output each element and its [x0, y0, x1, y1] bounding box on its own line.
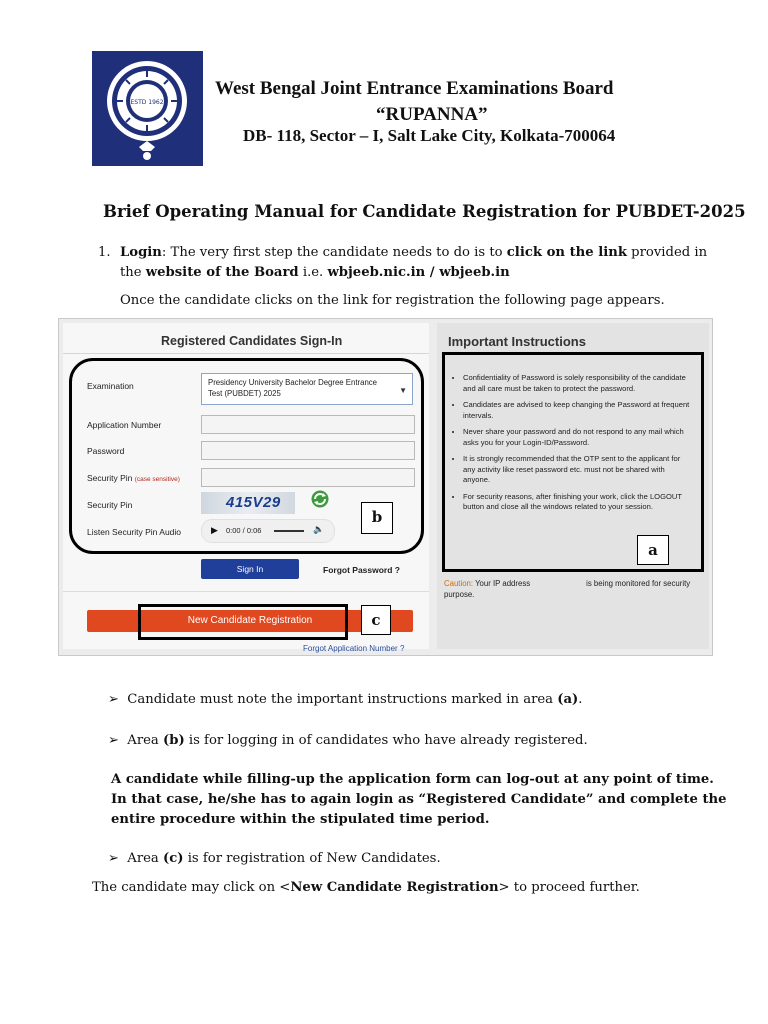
- bullet-2: [108, 733, 588, 748]
- logout-paragraph-line2: In that case, he/she has to again login as “Registered Candidate” and complete the: [111, 792, 727, 807]
- registration-page-screenshot: [58, 318, 713, 656]
- captcha-text: 415V29: [226, 494, 281, 511]
- arrow-bullet-icon: ➢: [108, 733, 119, 748]
- step1-line2: [120, 263, 510, 283]
- divider-2: [63, 591, 429, 592]
- building-name: “RUPANNA”: [376, 104, 488, 125]
- exam-value: Presidency University Bachelor Degree Entrance Test (PUBDET) 2025: [208, 378, 378, 398]
- bullet-2-text-c: is for logging in of candidates who have already registered.: [184, 733, 588, 748]
- bullet-3-text-b: (c): [162, 851, 184, 866]
- step1-text-b: click on the link: [506, 245, 627, 260]
- final-instruction: [92, 880, 640, 895]
- board-logo: [92, 51, 203, 166]
- step1-text-e: website of the Board: [145, 265, 299, 280]
- signin-title: Registered Candidates Sign-In: [161, 334, 343, 348]
- new-registration-button[interactable]: New Candidate Registration: [87, 610, 413, 632]
- chevron-down-icon: ▼: [399, 386, 407, 395]
- volume-icon[interactable]: 🔈: [313, 524, 325, 534]
- bullet-3: [108, 851, 441, 866]
- area-c-outline: [138, 604, 348, 640]
- security-pin-text: Security Pin: [87, 473, 133, 483]
- bullet-2-text-b: (b): [162, 733, 185, 748]
- divider: [63, 353, 429, 354]
- instructions-panel: [437, 323, 709, 649]
- instructions-title: Important Instructions: [448, 334, 586, 349]
- caution-text-a: Your IP address: [473, 579, 531, 588]
- arrow-bullet-icon: ➢: [108, 692, 119, 707]
- final-text-b: New Candidate Registration: [290, 880, 499, 895]
- arrow-bullet-icon: ➢: [108, 851, 119, 866]
- bullet-3-text-c: is for registration of New Candidates.: [183, 851, 441, 866]
- final-text-a: The candidate may click on <: [92, 880, 291, 895]
- login-label: Login: [120, 245, 162, 260]
- bullet-1-text-a: Candidate must note the important instructions marked in area: [127, 692, 558, 707]
- audio-time: 0:00 / 0:06: [226, 526, 262, 535]
- step-number: 1.: [98, 245, 111, 260]
- bullet-1-text-b: (a): [557, 692, 579, 707]
- area-a-label: a: [637, 535, 669, 565]
- website-links: wbjeeb.nic.in / wbjeeb.in: [327, 265, 510, 280]
- caution-line: [444, 579, 690, 588]
- caution-text-c: purpose.: [444, 590, 475, 599]
- step1-text-f: i.e.: [298, 265, 328, 280]
- step1-once-text: Once the candidate clicks on the link for registration the following page appears.: [120, 293, 665, 308]
- org-name: West Bengal Joint Entrance Examinations Board: [215, 78, 614, 99]
- area-b-label: b: [361, 502, 393, 534]
- instruction-item: • Candidates are advised to keep changing the Password at frequent intervals.: [463, 400, 693, 421]
- bullet-1-text-c: .: [578, 692, 583, 707]
- area-c-label: c: [361, 605, 391, 635]
- bullet-2-text-a: Area: [127, 733, 163, 748]
- bullet-1: [108, 692, 582, 707]
- instruction-item: • For security reasons, after finishing your work, click the LOGOUT button and close all the windows related to your session.: [463, 492, 693, 513]
- exam-label: Examination: [87, 381, 134, 391]
- signin-panel: [63, 323, 429, 653]
- step1-text-c: provided in: [626, 245, 708, 260]
- instructions-list: [453, 373, 693, 519]
- document-title: Brief Operating Manual for Candidate Registration for PUBDET-2025: [103, 202, 746, 221]
- step1-line1: [120, 243, 707, 263]
- caution-label: Caution:: [444, 579, 474, 588]
- instruction-item: • Never share your password and do not respond to any mail which asks you for your Login-ID/Password.: [463, 427, 693, 448]
- logout-paragraph-line1: A candidate while filling-up the application form can log-out at any point of time.: [111, 772, 714, 787]
- signin-button[interactable]: Sign In: [201, 559, 299, 579]
- logout-paragraph-line3: entire procedure within the stipulated time period.: [111, 812, 490, 827]
- forgot-password-link[interactable]: Forgot Password ?: [323, 565, 400, 575]
- step1-text-d: the: [120, 265, 146, 280]
- forgot-app-number-link[interactable]: Forgot Application Number ?: [303, 644, 405, 653]
- instruction-item: • It is strongly recommended that the OTP sent to the applicant for any activity like reset password etc. must not be shared with anyone.: [463, 454, 693, 486]
- play-icon[interactable]: ▶: [211, 525, 218, 535]
- step1-text-a: : The very first step the candidate needs to do is to: [161, 245, 507, 260]
- security-pin-label-2: Security Pin: [87, 500, 133, 510]
- final-text-c: > to proceed further.: [498, 880, 640, 895]
- password-label: Password: [87, 446, 125, 456]
- caution-text-b: is being monitored for security: [586, 579, 691, 588]
- instruction-item: • Confidentiality of Password is solely responsibility of the candidate and all care must be taken to protect the password.: [463, 373, 693, 394]
- audio-label: Listen Security Pin Audio: [87, 527, 182, 537]
- bullet-3-text-a: Area: [127, 851, 163, 866]
- case-sensitive-note: (case sensitive): [134, 476, 180, 483]
- logo-text: ESTD 1962: [130, 99, 164, 106]
- org-address: DB- 118, Sector – I, Salt Lake City, Kolkata-700064: [243, 126, 616, 145]
- app-number-label: Application Number: [87, 420, 162, 430]
